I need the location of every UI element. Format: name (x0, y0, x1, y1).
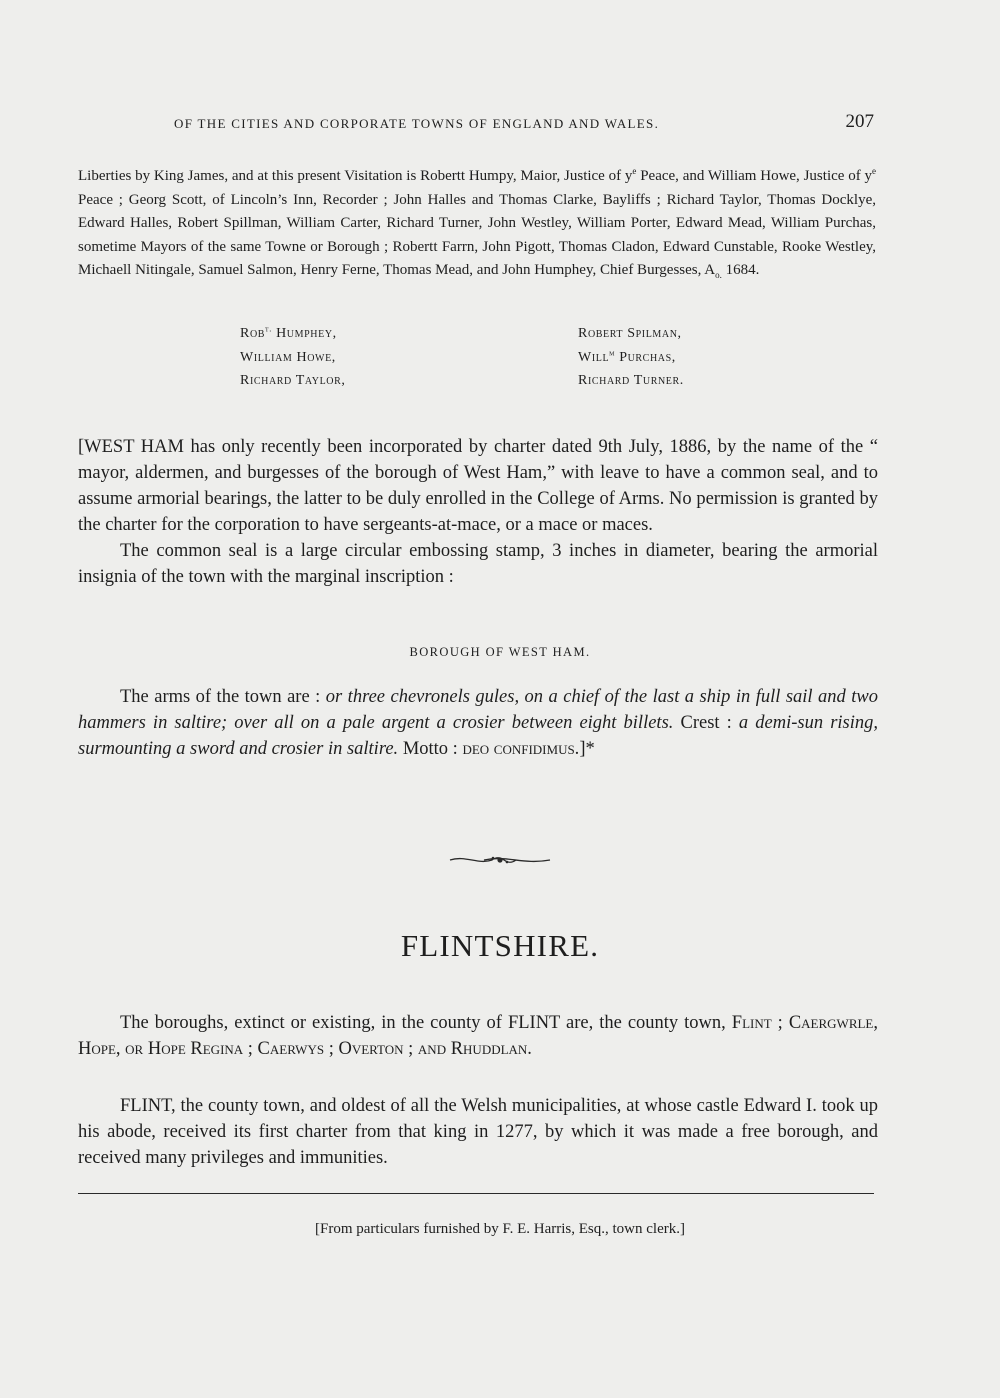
page-number: 207 (845, 111, 874, 132)
sub-o: o. (715, 270, 722, 280)
sup-e: e (632, 166, 637, 176)
boroughs-paragraph: The boroughs, extinct or existing, in the county of FLINT are, the county town, Flint ; Caergwrle, Hope, or Hope Regina ; Caerwys ; Overton ; and Rhuddlan. (78, 1013, 878, 1059)
liberties-text-4: 1684. (721, 262, 760, 278)
running-title: OF THE CITIES AND CORPORATE TOWNS OF ENGLAND AND WALES. (174, 116, 660, 131)
signature: Richard Taylor, (240, 373, 346, 388)
signatures-right (578, 322, 684, 393)
signature: Richard Turner. (578, 373, 684, 388)
crest-text: a demi-sun rising, surmounting a sword and crosier in saltire. (78, 713, 878, 759)
signature: Robert Spilman, (578, 326, 682, 341)
signatures-left (240, 322, 346, 393)
signature: William Howe, (240, 349, 336, 365)
footnote: [From particulars furnished by F. E. Harris, Esq., town clerk.] (315, 1221, 685, 1237)
arms-paragraph: The arms of the town are : or three chevronels gules, on a chief of the last a ship in full sail and two hammers in saltire; over all on a pale argent a crosier between eight billets. Crest : a demi-sun rising, surmounting a sword and crosier in saltire. Motto : deo confidimus.]* (78, 687, 878, 759)
arms-blazon: or three chevronels gules, on a chief of the last a ship in full sail and two hammers in saltire; over all on a pale argent a crosier between eight billets. (78, 687, 878, 733)
west-ham-paragraph-1: [WEST HAM has only recently been incorporated by charter dated 9th July, 1886, by the name of the “ mayor, aldermen, and burgesses of the borough of West Ham,” with leave to have a common seal, and to assume armorial bearings, the latter to be duly enrolled in the College of Arms. No permission is granted by the charter for the corporation to have sergeants-at-mace, or a mace or maces. (78, 437, 878, 535)
arms-section (78, 684, 878, 762)
liberties-paragraph (78, 165, 876, 283)
west-ham-paragraph-2: The common seal is a large circular embossing stamp, 3 inches in diameter, bearing the armorial insignia of the town with the marginal inscription : (78, 541, 878, 587)
sup-e: e (872, 166, 876, 176)
signature: Will$^m$ Purchas, (578, 347, 676, 365)
motto-text: deo confidimus. (462, 739, 580, 759)
signature: Rob$^{t.}$ Humphey, (240, 324, 337, 341)
west-ham-section (78, 434, 878, 590)
boroughs-list: Flint ; Caergwrle, Hope, or Hope Regina ; Caerwys ; Overton ; and Rhuddlan. (78, 1013, 878, 1059)
ornament-divider-icon (448, 852, 552, 868)
flint-section (78, 1093, 878, 1171)
liberties-text-2: Peace, and William Howe, Justice of y (636, 168, 872, 184)
liberties-text-1: Liberties by King James, and at this present Visitation is Robertt Humpy, Maior, Justice of y (78, 168, 633, 184)
footnote-rule (78, 1193, 874, 1194)
flintshire-heading: FLINTSHIRE. (400, 928, 600, 963)
seal-inscription: BOROUGH OF WEST HAM. (409, 645, 591, 659)
flint-paragraph: FLINT, the county town, and oldest of all the Welsh municipalities, at whose castle Edward I. took up his abode, received its first charter from that king in 1277, by which it was made a free borough, and received many privileges and immunities. (78, 1096, 878, 1168)
flintshire-boroughs (78, 1010, 878, 1062)
liberties-text-3: Peace ; Georg Scott, of Lincoln’s Inn, Recorder ; John Halles and Thomas Clarke, Bayliffs ; Richard Taylor, Thomas Docklye, Edward Halles, Robert Spillman, William Carter, Richard Turner, John Westley, William Porter, Edward Mead, William Purchas, sometime Mayors of the same Towne or Borough ; Robertt Farrn, John Pigott, Thomas Cladon, Edward Cunstable, Rooke Westley, Michaell Nitingale, Samuel Salmon, Henry Ferne, Thomas Mead, and John Humphey, Chief Burgesses, A (78, 191, 876, 278)
